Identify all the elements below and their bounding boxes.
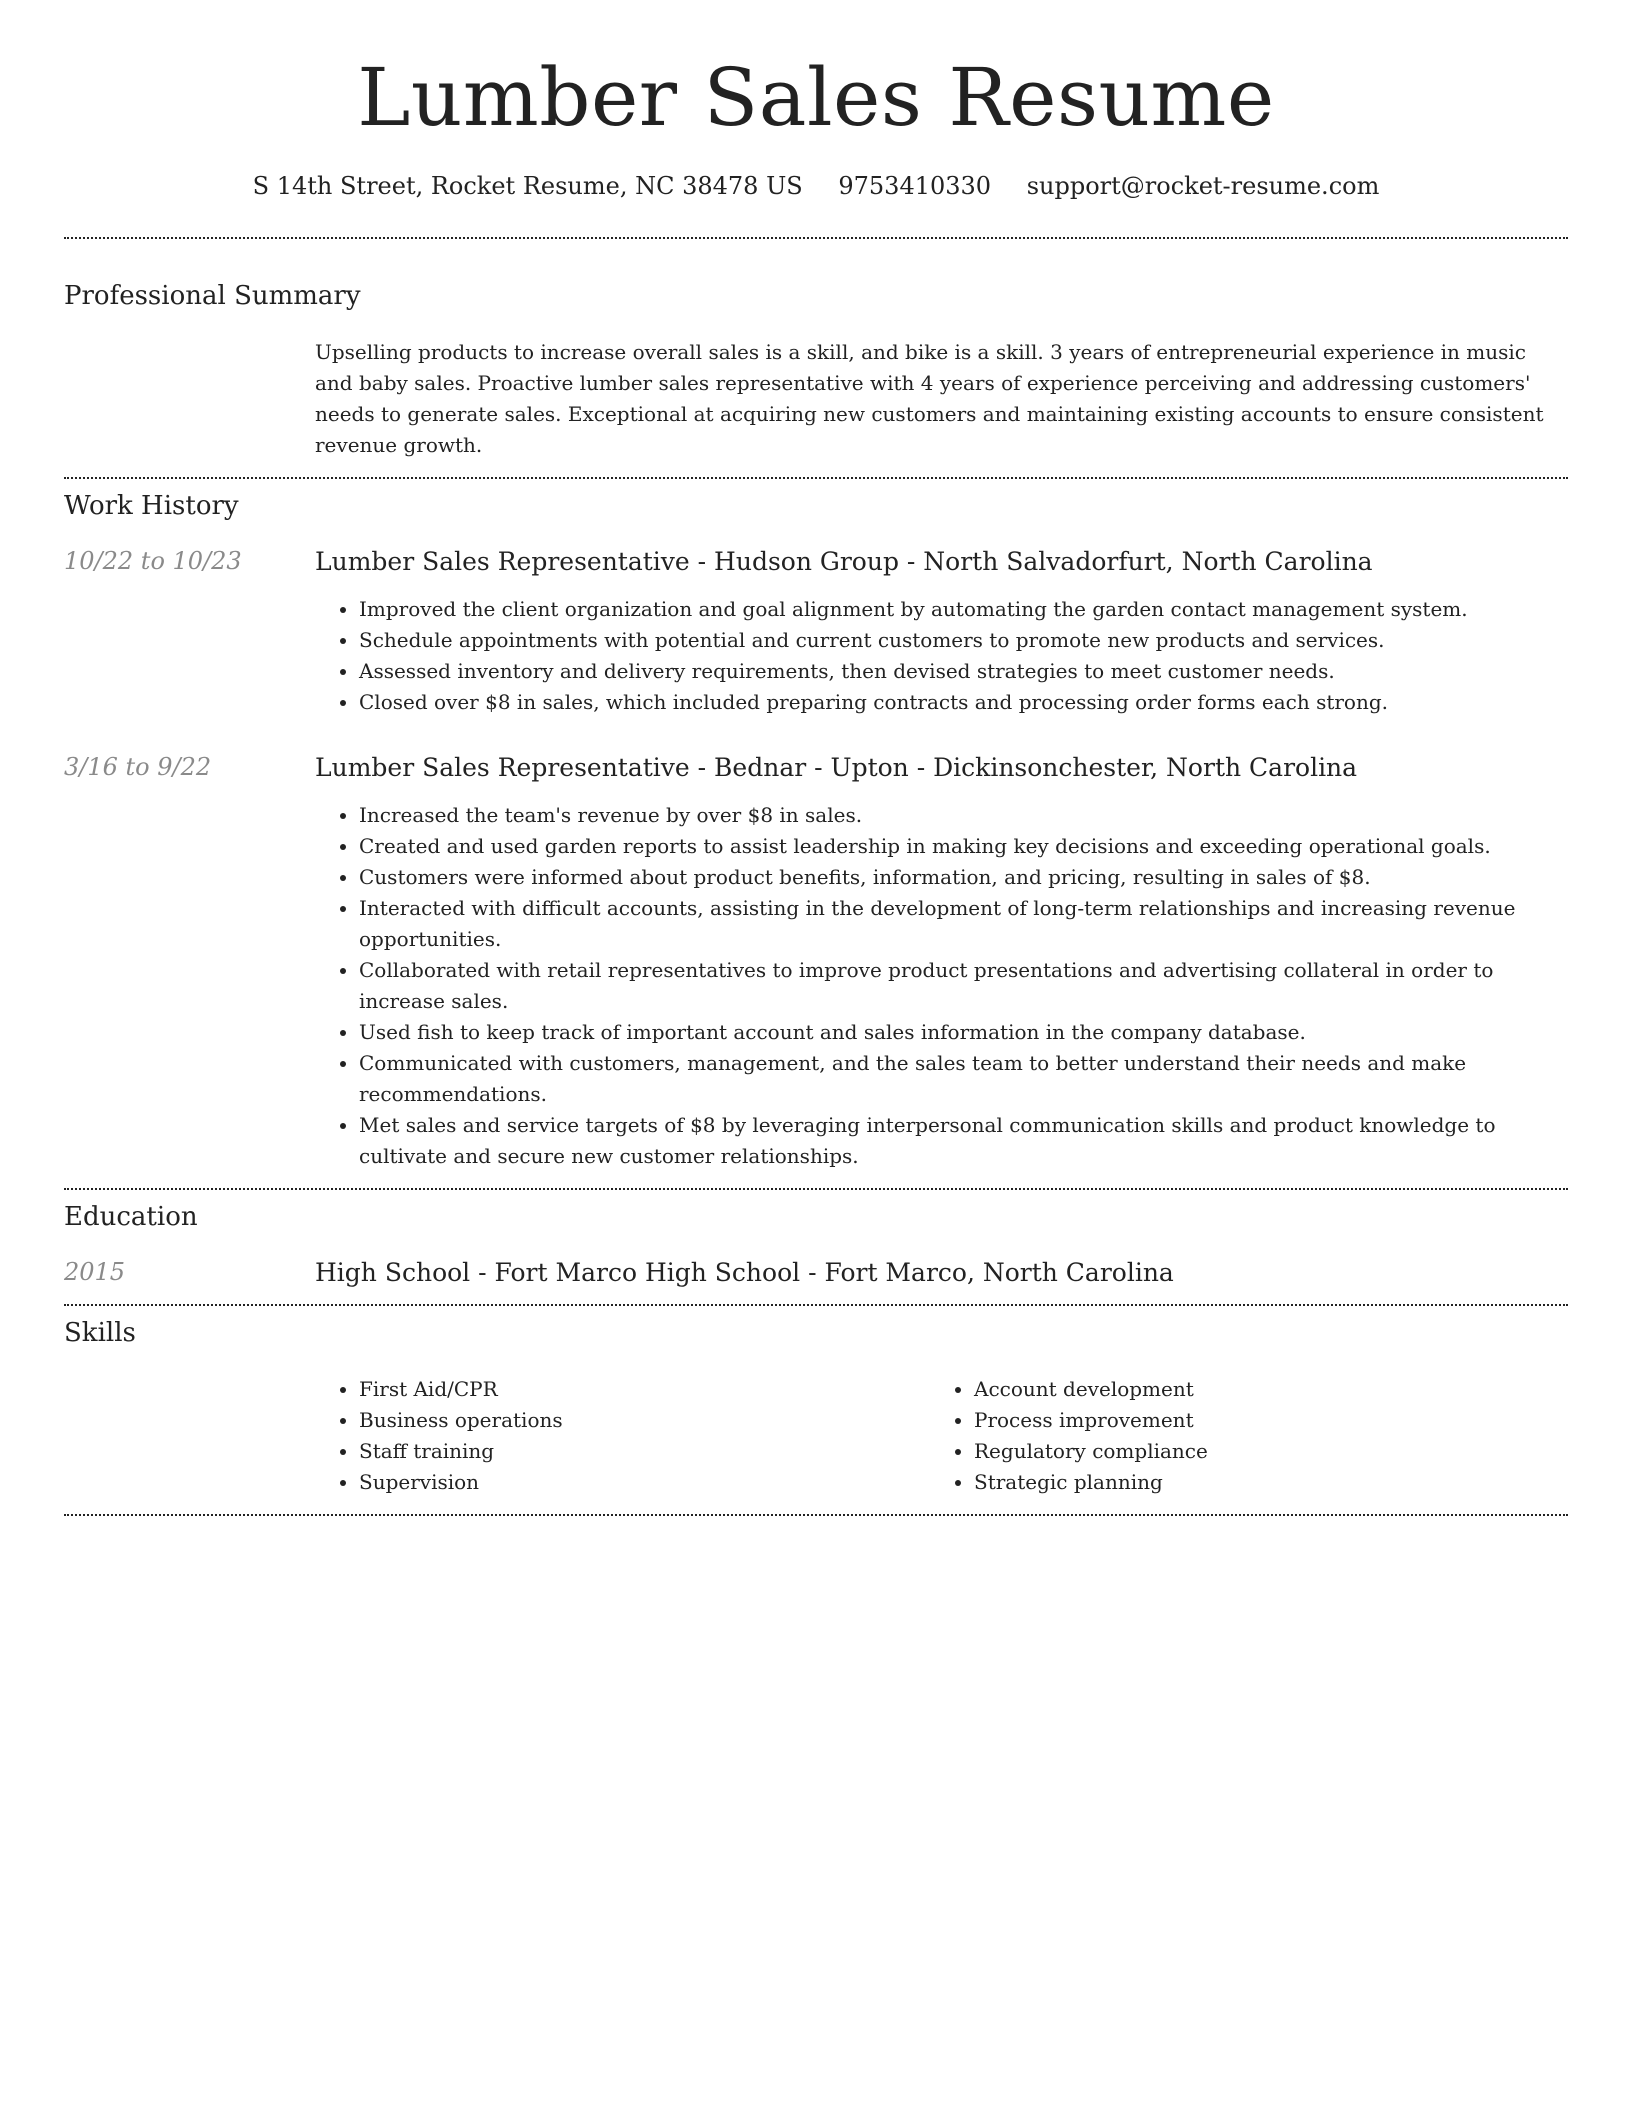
job-dates: 10/22 to 10/23 [64, 546, 242, 575]
contact-phone: 9753410330 [838, 172, 992, 200]
divider [64, 237, 1568, 239]
education-entry [64, 1258, 1568, 1288]
contact-line [64, 172, 1568, 201]
skills-list-right [930, 1374, 1545, 1498]
list-item: • Improved the client organization and goal alignment by automating the garden contact management system. [359, 594, 1568, 625]
contact-address: S 14th Street, Rocket Resume, NC 38478 US [252, 172, 803, 200]
education-heading: Education [64, 1201, 198, 1232]
contact-email: support@rocket-resume.com [1026, 172, 1380, 200]
education-title: High School - Fort Marco High School - Fort Marco, North Carolina [315, 1257, 1174, 1287]
work-heading: Work History [64, 490, 239, 521]
summary-heading: Professional Summary [64, 280, 361, 311]
list-item: • Strategic planning [974, 1467, 1545, 1498]
list-item: • Regulatory compliance [974, 1436, 1545, 1467]
divider [64, 477, 1568, 479]
list-item: • Process improvement [974, 1405, 1545, 1436]
summary-section [64, 281, 1568, 461]
job-bullets [315, 594, 1568, 718]
job-entry [64, 547, 1568, 718]
job-entry [64, 753, 1568, 1172]
job-title: Lumber Sales Representative - Hudson Group - North Salvadorfurt, North Carolina [315, 546, 1373, 576]
list-item: • Staff training [359, 1436, 930, 1467]
job-title: Lumber Sales Representative - Bednar - Upton - Dickinsonchester, North Carolina [315, 752, 1358, 782]
skills-list-left [315, 1374, 930, 1498]
divider [64, 1188, 1568, 1190]
list-item: • Account development [974, 1374, 1545, 1405]
list-item: • Created and used garden reports to assist leadership in making key decisions and exceeding operational goals. [359, 831, 1568, 862]
resume-title: Lumber Sales Resume [357, 51, 1275, 144]
education-year: 2015 [64, 1257, 126, 1286]
skills-heading: Skills [64, 1317, 136, 1348]
list-item: • Supervision [359, 1467, 930, 1498]
list-item: • Closed over $8 in sales, which included preparing contracts and processing order forms each strong. [359, 687, 1568, 718]
work-section [64, 491, 1568, 1172]
list-item: • Customers were informed about product benefits, information, and pricing, resulting in sales of $8. [359, 862, 1568, 893]
list-item: • Assessed inventory and delivery requirements, then devised strategies to meet customer needs. [359, 656, 1568, 687]
divider [64, 1304, 1568, 1306]
list-item: • Interacted with difficult accounts, assisting in the development of long-term relationships and increasing revenue opportunities. [359, 893, 1568, 955]
list-item: • Used fish to keep track of important account and sales information in the company database. [359, 1017, 1568, 1048]
list-item: • Business operations [359, 1405, 930, 1436]
list-item: • Communicated with customers, management, and the sales team to better understand their needs and make recommendations. [359, 1048, 1568, 1110]
list-item: • Schedule appointments with potential and current customers to promote new products and services. [359, 625, 1568, 656]
summary-text: Upselling products to increase overall sales is a skill, and bike is a skill. 3 years of entrepreneurial experience in music and baby sales. Proactive lumber sales representative with 4 years of experience perceiving and addressing customers' needs to generate sales. Exceptional at acquiring new customers and maintaining existing accounts to ensure consistent revenue growth. [315, 339, 1544, 457]
divider [64, 1514, 1568, 1516]
skills-section [64, 1318, 1568, 1498]
education-section [64, 1202, 1568, 1288]
list-item: • Increased the team's revenue by over $8 in sales. [359, 800, 1568, 831]
job-bullets [315, 800, 1568, 1172]
list-item: • Met sales and service targets of $8 by leveraging interpersonal communication skills and product knowledge to cultivate and secure new customer relationships. [359, 1110, 1568, 1172]
list-item: • First Aid/CPR [359, 1374, 930, 1405]
job-dates: 3/16 to 9/22 [64, 752, 212, 781]
list-item: • Collaborated with retail representatives to improve product presentations and advertising collateral in order to increase sales. [359, 955, 1568, 1017]
